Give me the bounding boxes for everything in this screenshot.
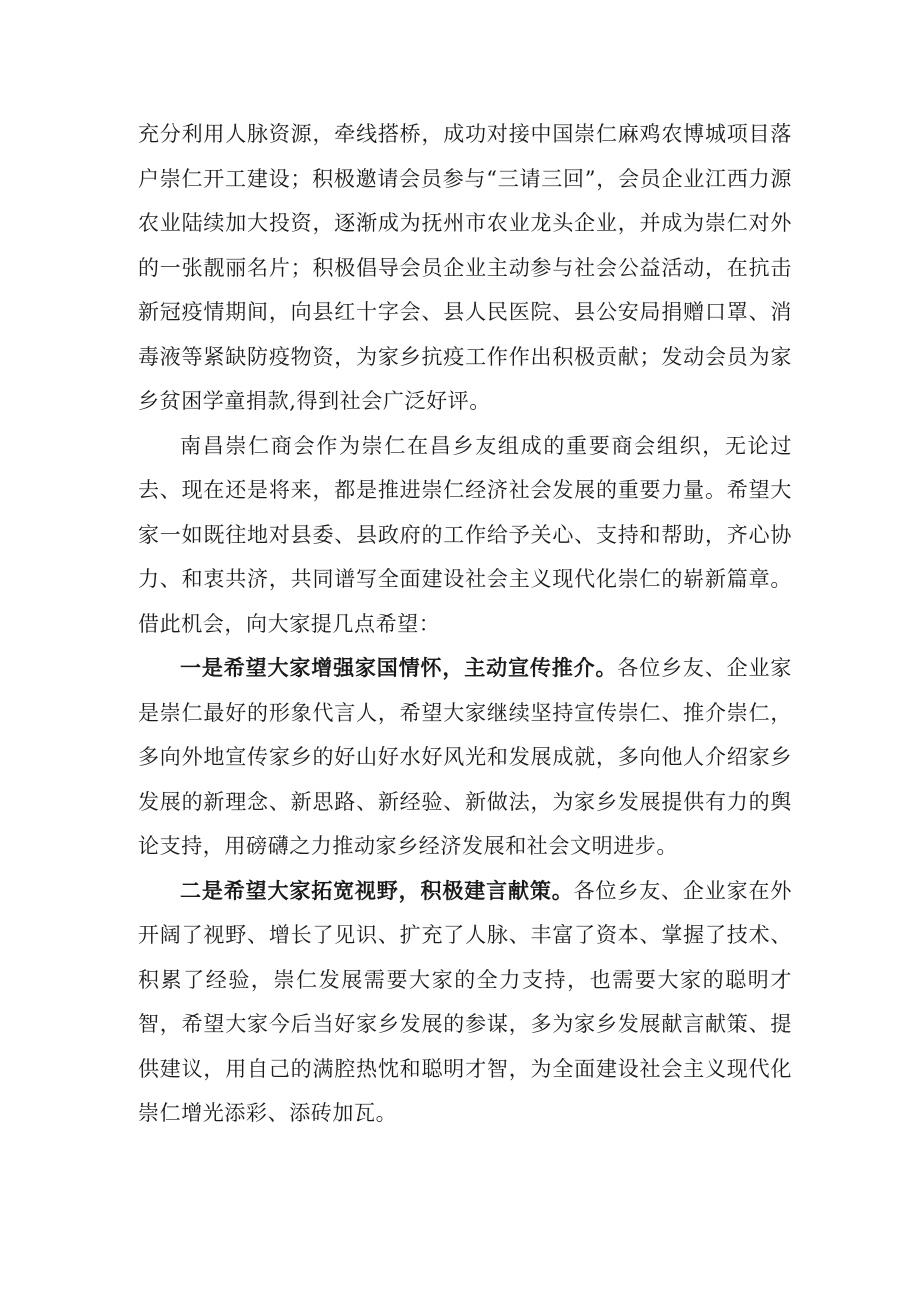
paragraph-lead-heading: 二是希望大家拓宽视野，积极建言献策。 <box>180 877 574 903</box>
paragraph-commerce-chamber <box>138 424 792 647</box>
paragraph-text: 各位乡友、企业家在外开阔了视野、增长了见识、扩充了人脉、丰富了资本、掌握了技术、积累了经验，崇仁发展需要大家的全力支持，也需要大家的聪明才智，希望大家今后当好家乡发展的参谋，多为家乡发展献言献策、提供建议，用自己的满腔热忱和聪明才智，为全面建设社会主义现代化崇仁增光添彩、添砖加瓦。 <box>138 878 792 1125</box>
paragraph-lead-heading: 一是希望大家增强家国情怀，主动宣传推介。 <box>180 655 618 680</box>
document-body <box>138 112 792 1136</box>
paragraph-continuation <box>138 112 792 424</box>
paragraph-text: 南昌崇仁商会作为崇仁在昌乡友组成的重要商会组织，无论过去、现在还是将来，都是推进崇仁经济社会发展的重要力量。希望大家一如既往地对县委、县政府的工作给予关心、支持和帮助，齐心协力、和衷共济，共同谱写全面建设社会主义现代化崇仁的崭新篇章。借此机会，向大家提几点希望： <box>138 433 792 636</box>
paragraph-hope-one <box>138 646 792 869</box>
paragraph-hope-two <box>138 869 792 1136</box>
paragraph-text: 各位乡友、企业家是崇仁最好的形象代言人，希望大家继续坚持宣传崇仁、推介崇仁，多向外地宣传家乡的好山好水好风光和发展成就，多向他人介绍家乡发展的新理念、新思路、新经验、新做法，为家乡发展提供有力的舆论支持，用磅礴之力推动家乡经济发展和社会文明进步。 <box>138 656 792 858</box>
paragraph-text: 充分利用人脉资源，牵线搭桥，成功对接中国崇仁麻鸡农博城项目落户崇仁开工建设；积极邀请会员参与“三请三回”，会员企业江西力源农业陆续加大投资，逐渐成为抚州市农业龙头企业，并成为崇仁对外的一张靓丽名片；积极倡导会员企业主动参与社会公益活动，在抗击新冠疫情期间，向县红十字会、县人民医院、县公安局捐赠口罩、消毒液等紧缺防疫物资，为家乡抗疫工作作出积极贡献；发动会员为家乡贫困学童捐款,得到社会广泛好评。 <box>138 122 792 413</box>
